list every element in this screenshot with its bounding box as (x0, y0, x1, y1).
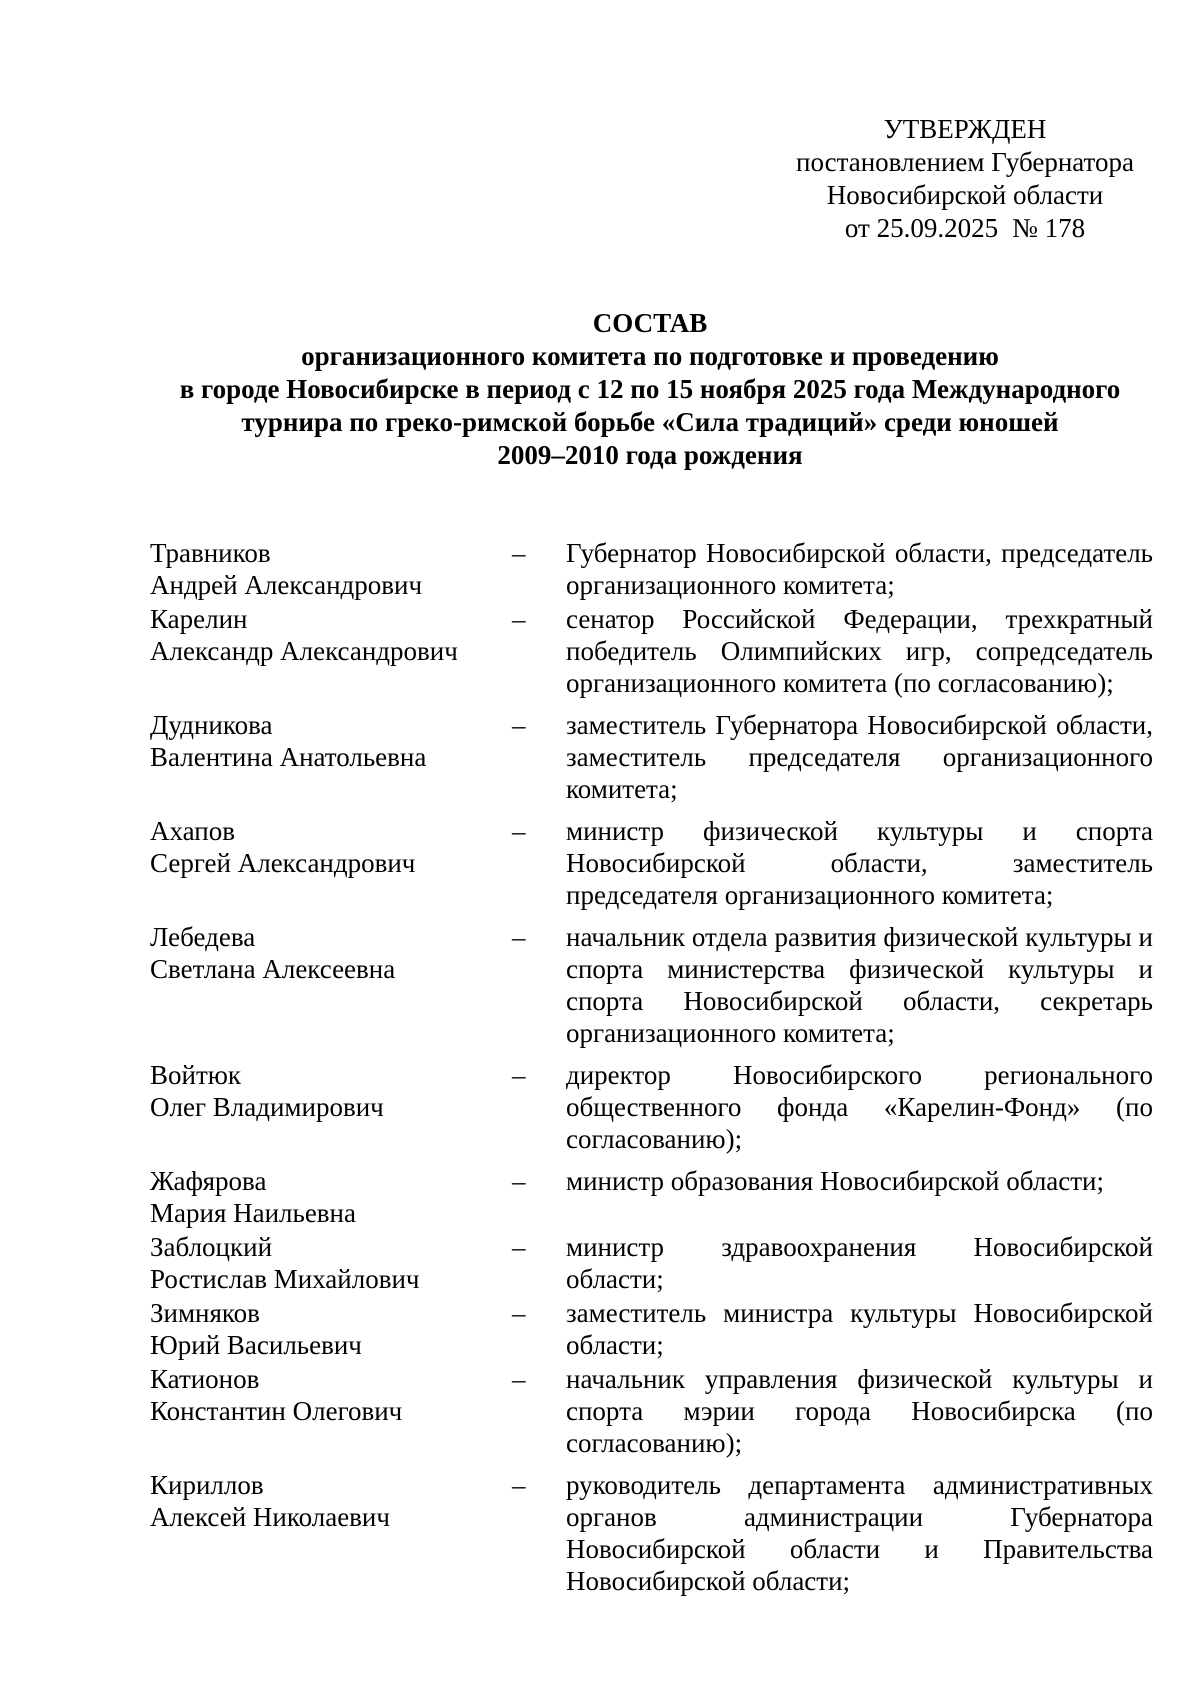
member-dash: – (512, 538, 526, 568)
member-row (150, 1231, 1153, 1295)
member-given-name: Олег Владимирович (150, 1092, 384, 1122)
approval-number: № 178 (1012, 213, 1086, 243)
approval-line-1: постановлением Губернатора (796, 147, 1134, 177)
member-surname: Травников (150, 538, 271, 568)
member-surname: Кириллов (150, 1470, 264, 1500)
approval-date-line (760, 212, 1170, 245)
member-name (150, 537, 510, 601)
member-name (150, 1469, 510, 1533)
member-dash: – (512, 1298, 526, 1328)
member-row (150, 1165, 1150, 1229)
member-name (150, 1297, 510, 1361)
member-dash: – (512, 1166, 526, 1196)
member-name (150, 709, 510, 773)
member-given-name: Светлана Алексеевна (150, 954, 396, 984)
member-surname: Заблоцкий (150, 1232, 273, 1262)
member-surname: Карелин (150, 604, 248, 634)
member-row (150, 1363, 1153, 1459)
approval-heading: УТВЕРЖДЕН (883, 114, 1047, 144)
member-dash: – (512, 816, 526, 846)
member-given-name: Александр Александрович (150, 636, 458, 666)
member-dash: – (512, 1470, 526, 1500)
member-given-name: Андрей Александрович (150, 570, 423, 600)
member-name (150, 1165, 510, 1229)
document-title (100, 307, 1200, 472)
member-role: министр здравоохранения Новосибирской области; (566, 1232, 1153, 1294)
member-given-name: Юрий Васильевич (150, 1330, 362, 1360)
member-row (150, 537, 1153, 601)
approval-line-2: Новосибирской области (826, 180, 1104, 210)
member-dash: – (512, 922, 526, 952)
member-name (150, 1059, 510, 1123)
member-dash: – (512, 1364, 526, 1394)
approval-stamp-block (760, 113, 1170, 245)
title-line-5: 2009–2010 года рождения (497, 440, 803, 470)
member-row (150, 603, 1153, 699)
member-name (150, 1363, 510, 1427)
committee-members-list (150, 537, 1153, 1597)
member-role: заместитель Губернатора Новосибирской области, заместитель председателя организационного комитета; (566, 710, 1153, 804)
member-role: сенатор Российской Федерации, трехкратный победитель Олимпийских игр, сопредседатель организационного комитета (по согласованию); (566, 604, 1153, 698)
approval-date: от 25.09.2025 (844, 213, 999, 243)
member-role: директор Новосибирского регионального общественного фонда «Карелин-Фонд» (по согласованию); (566, 1060, 1153, 1154)
member-row (150, 921, 1153, 1049)
member-name (150, 603, 510, 667)
title-line-2: организационного комитета по подготовке и проведению (301, 341, 999, 371)
title-line-3: в городе Новосибирске в период с 12 по 15 ноября 2025 года Международного (179, 374, 1121, 404)
member-dash: – (512, 604, 526, 634)
member-row (150, 709, 1153, 805)
member-role: начальник управления физической культуры и спорта мэрии города Новосибирска (по согласованию); (566, 1364, 1153, 1458)
member-surname: Зимняков (150, 1298, 260, 1328)
member-surname: Катионов (150, 1364, 260, 1394)
member-role: начальник отдела развития физической культуры и спорта министерства физической культуры и спорта Новосибирской области, секретарь организационного комитета; (566, 922, 1153, 1048)
member-surname: Войтюк (150, 1060, 242, 1090)
member-row (150, 815, 1153, 911)
member-role: министр физической культуры и спорта Новосибирской области, заместитель председателя организационного комитета; (566, 816, 1153, 910)
member-role: министр образования Новосибирской области; (566, 1166, 1105, 1196)
member-role: руководитель департамента административных органов администрации Губернатора Новосибирской области и Правительства Новосибирской области; (566, 1470, 1153, 1596)
title-line-4: турнира по греко-римской борьбе «Сила традиций» среди юношей (241, 407, 1059, 437)
member-given-name: Сергей Александрович (150, 848, 416, 878)
member-role: Губернатор Новосибирской области, председатель организационного комитета; (566, 538, 1153, 600)
member-dash: – (512, 1232, 526, 1262)
member-given-name: Алексей Николаевич (150, 1502, 390, 1532)
member-role: заместитель министра культуры Новосибирской области; (566, 1298, 1153, 1360)
member-name (150, 1231, 510, 1295)
member-surname: Ахапов (150, 816, 235, 846)
member-given-name: Валентина Анатольевна (150, 742, 427, 772)
member-dash: – (512, 710, 526, 740)
member-given-name: Ростислав Михайлович (150, 1264, 420, 1294)
member-surname: Жафярова (150, 1166, 267, 1196)
member-surname: Дудникова (150, 710, 273, 740)
member-name (150, 921, 510, 985)
member-row (150, 1297, 1153, 1361)
member-given-name: Константин Олегович (150, 1396, 403, 1426)
title-line-1: СОСТАВ (592, 308, 708, 338)
member-row (150, 1469, 1153, 1597)
member-dash: – (512, 1060, 526, 1090)
member-name (150, 815, 510, 879)
member-surname: Лебедева (150, 922, 256, 952)
member-row (150, 1059, 1153, 1155)
member-given-name: Мария Наильевна (150, 1198, 356, 1228)
